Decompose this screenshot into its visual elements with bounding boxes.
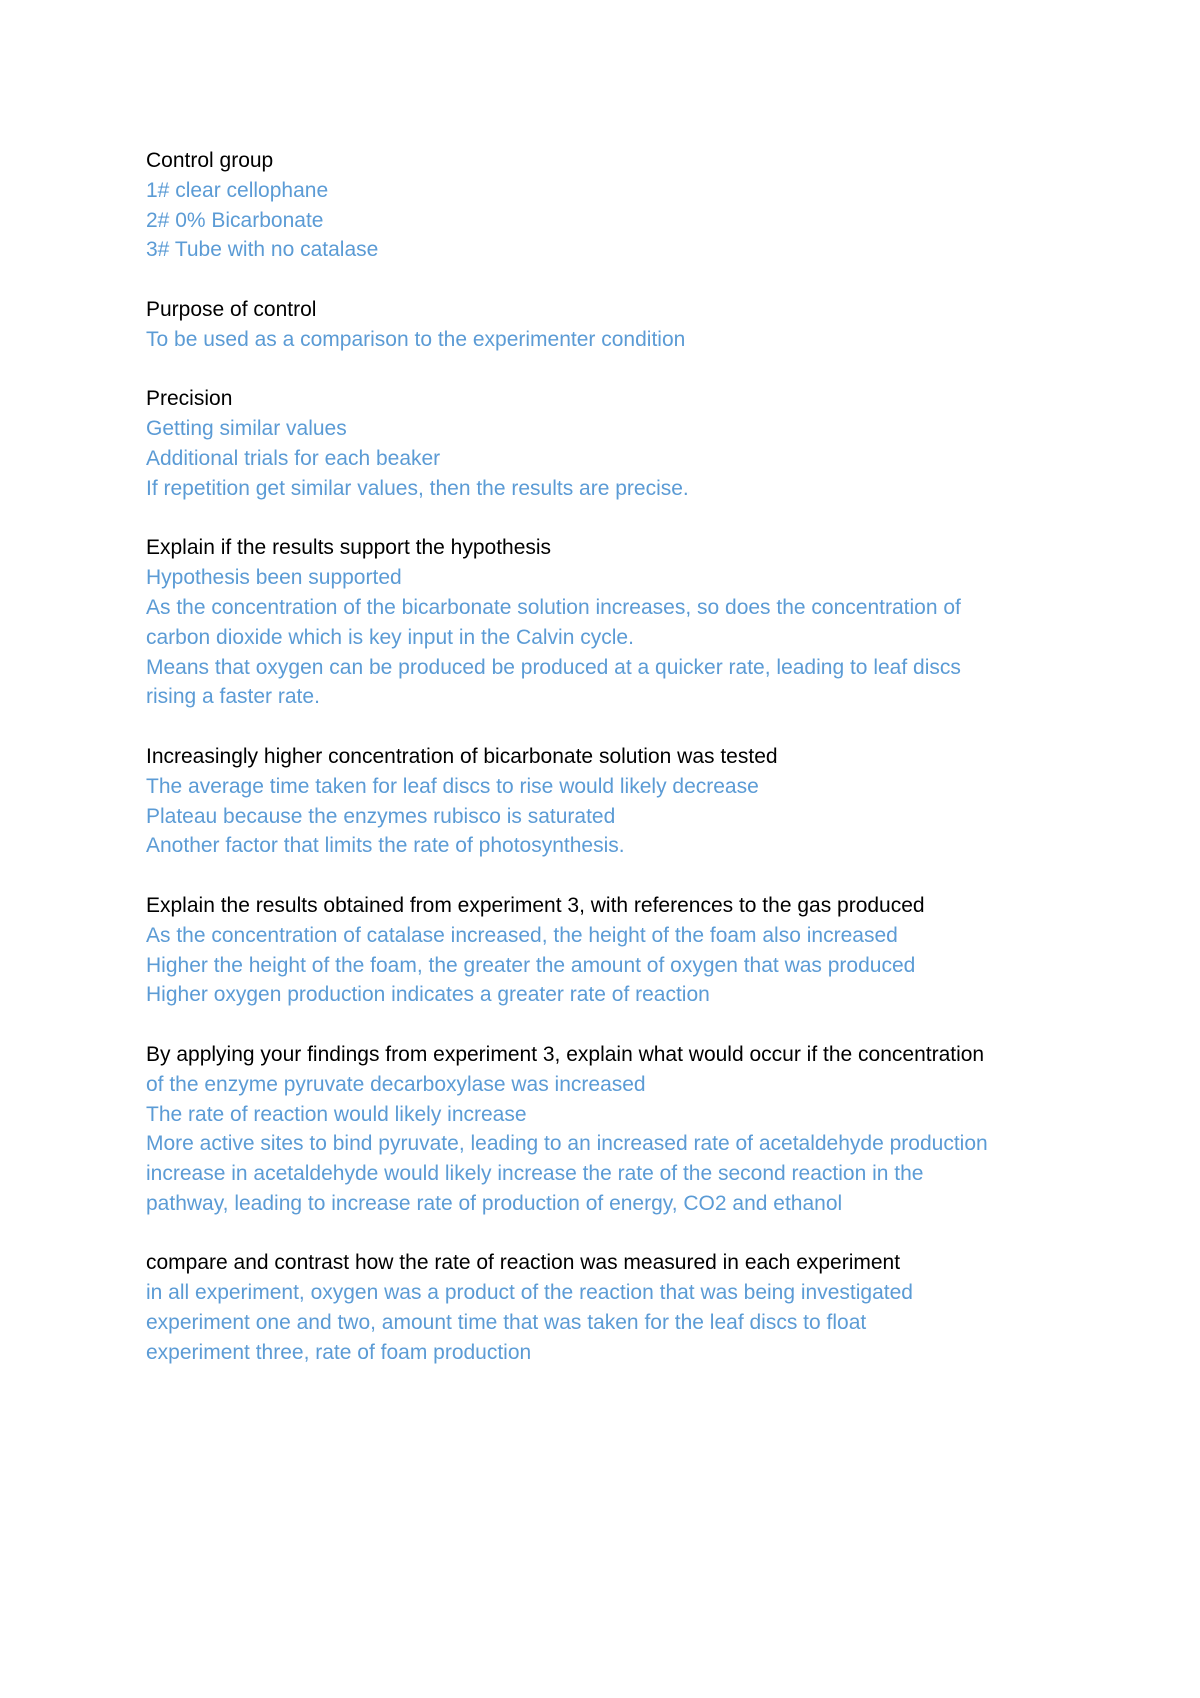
- document-body: [146, 146, 1076, 1397]
- section-heading: Explain if the results support the hypothesis: [146, 536, 552, 560]
- section-heading: Control group: [146, 149, 274, 172]
- answer-line: The average time taken for leaf discs to rise would likely decrease: [146, 774, 759, 798]
- section-purpose-of-control: [146, 295, 1076, 355]
- section-heading: Explain the results obtained from experiment 3, with references to the gas produced: [146, 893, 925, 917]
- section-heading: compare and contrast how the rate of reaction was measured in each experiment: [146, 1251, 901, 1275]
- answer-line: Another factor that limits the rate of photosynthesis.: [146, 834, 625, 858]
- answer-line: experiment one and two, amount time that was taken for the leaf discs to float: [146, 1311, 867, 1335]
- section-heading: By applying your findings from experiment 3, explain what would occur if the concentration: [146, 1042, 985, 1066]
- answer-line: The rate of reaction would likely increase: [146, 1102, 527, 1126]
- answer-line: 3# Tube with no catalase: [146, 238, 379, 262]
- section-experiment-3-results: [146, 891, 1076, 1010]
- answer-line: As the concentration of catalase increased, the height of the foam also increased: [146, 923, 898, 947]
- answer-line: 1# clear cellophane: [146, 178, 329, 202]
- section-heading: Increasingly higher concentration of bicarbonate solution was tested: [146, 744, 778, 768]
- answer-line: If repetition get similar values, then the results are precise.: [146, 476, 689, 500]
- section-compare-contrast: [146, 1248, 1076, 1367]
- answer-line: experiment three, rate of foam production: [146, 1340, 532, 1364]
- section-precision: [146, 384, 1076, 503]
- answer-line: Plateau because the enzymes rubisco is saturated: [146, 804, 616, 828]
- answer-line: Getting similar values: [146, 417, 347, 441]
- answer-line: in all experiment, oxygen was a product of the reaction that was being investigated: [146, 1281, 913, 1305]
- answer-line: Additional trials for each beaker: [146, 446, 441, 470]
- section-higher-bicarbonate: [146, 742, 1076, 861]
- answer-line: of the enzyme pyruvate decarboxylase was increased: [146, 1072, 646, 1096]
- answer-line: As the concentration of the bicarbonate solution increases, so does the concentration of: [146, 595, 961, 619]
- answer-line: To be used as a comparison to the experimenter condition: [146, 327, 686, 351]
- answer-line: Higher the height of the foam, the greater the amount of oxygen that was produced: [146, 953, 916, 977]
- answer-line: Hypothesis been supported: [146, 566, 402, 590]
- answer-line: Means that oxygen can be produced be produced at a quicker rate, leading to leaf discs: [146, 655, 961, 679]
- answer-line: rising a faster rate.: [146, 685, 320, 709]
- section-control-group: [146, 146, 1076, 265]
- section-heading: Purpose of control: [146, 297, 317, 321]
- section-heading: Precision: [146, 387, 233, 411]
- section-hypothesis-support: [146, 533, 1076, 712]
- answer-line: increase in acetaldehyde would likely increase the rate of the second reaction in the: [146, 1162, 924, 1186]
- section-applying-findings: [146, 1040, 1076, 1219]
- answer-line: pathway, leading to increase rate of production of energy, CO2 and ethanol: [146, 1191, 843, 1215]
- answer-line: More active sites to bind pyruvate, leading to an increased rate of acetaldehyde production: [146, 1132, 988, 1156]
- answer-line: 2# 0% Bicarbonate: [146, 208, 324, 232]
- answer-line: Higher oxygen production indicates a greater rate of reaction: [146, 983, 710, 1007]
- answer-line: carbon dioxide which is key input in the Calvin cycle.: [146, 625, 634, 649]
